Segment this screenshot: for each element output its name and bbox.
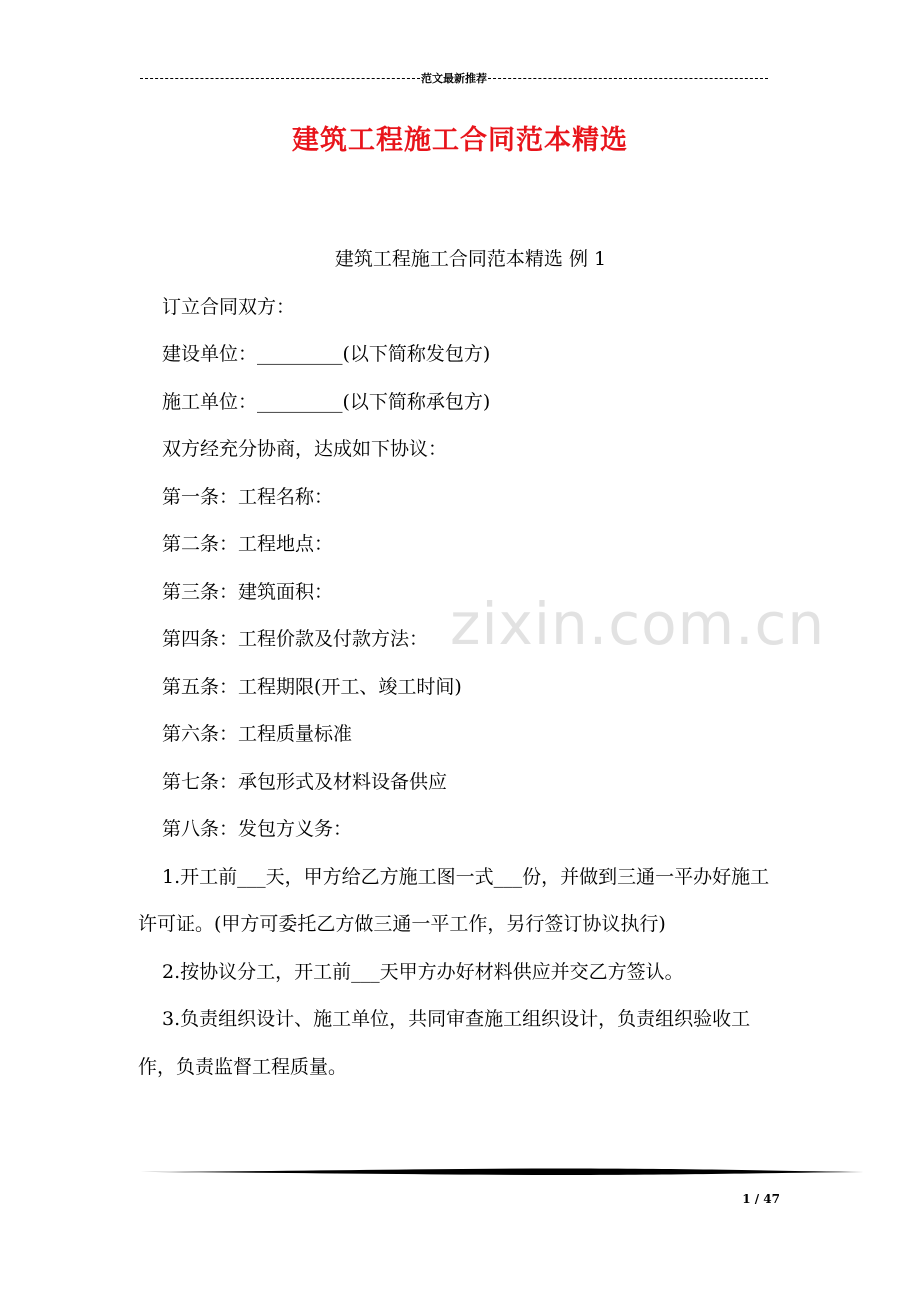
paragraph: 3.负责组织设计、施工单位，共同审查施工组织设计，负责组织验收工作，负责监督工程质量。 [138, 1008, 751, 1078]
document-body [138, 236, 783, 1091]
section-subtitle: 建筑工程施工合同范本精选 例 1 [334, 248, 607, 270]
document-title: 建筑工程施工合同范本精选 [292, 125, 628, 156]
paragraph: 订立合同双方： [162, 295, 296, 318]
paragraph: 第一条：工程名称： [162, 485, 334, 508]
header-label: 范文最新推荐 [421, 72, 487, 85]
paragraph: 第六条：工程质量标准 [162, 723, 353, 745]
footer-rule [140, 1168, 864, 1176]
paragraph: 第三条：建筑面积： [162, 580, 334, 603]
page-number: 1 / 47 [742, 1192, 780, 1206]
paragraph: 第七条：承包形式及材料设备供应 [162, 770, 448, 793]
page-header [140, 69, 768, 87]
paragraph: 第四条：工程价款及付款方法： [162, 628, 429, 650]
header-dash-right [488, 78, 768, 79]
paragraph: 第五条：工程期限(开工、竣工时间) [162, 675, 462, 698]
paragraph: 施工单位：_________(以下简称承包方) [162, 390, 491, 413]
header-dash-left [140, 78, 420, 79]
paragraph: 建设单位：_________(以下简称发包方) [162, 343, 491, 365]
paragraph: 1.开工前___天，甲方给乙方施工图一式___份，并做到三通一平办好施工许可证。(甲方可委托乙方做三通一平工作，另行签订协议执行) [138, 865, 770, 935]
paragraph: 第八条：发包方义务： [162, 818, 353, 840]
paragraph: 双方经充分协商，达成如下协议： [162, 438, 448, 460]
paragraph: 第二条：工程地点： [162, 533, 334, 555]
paragraph: 2.按协议分工，开工前___天甲方办好材料供应并交乙方签认。 [162, 960, 684, 983]
watermark: zixin.com.cn [450, 590, 826, 658]
